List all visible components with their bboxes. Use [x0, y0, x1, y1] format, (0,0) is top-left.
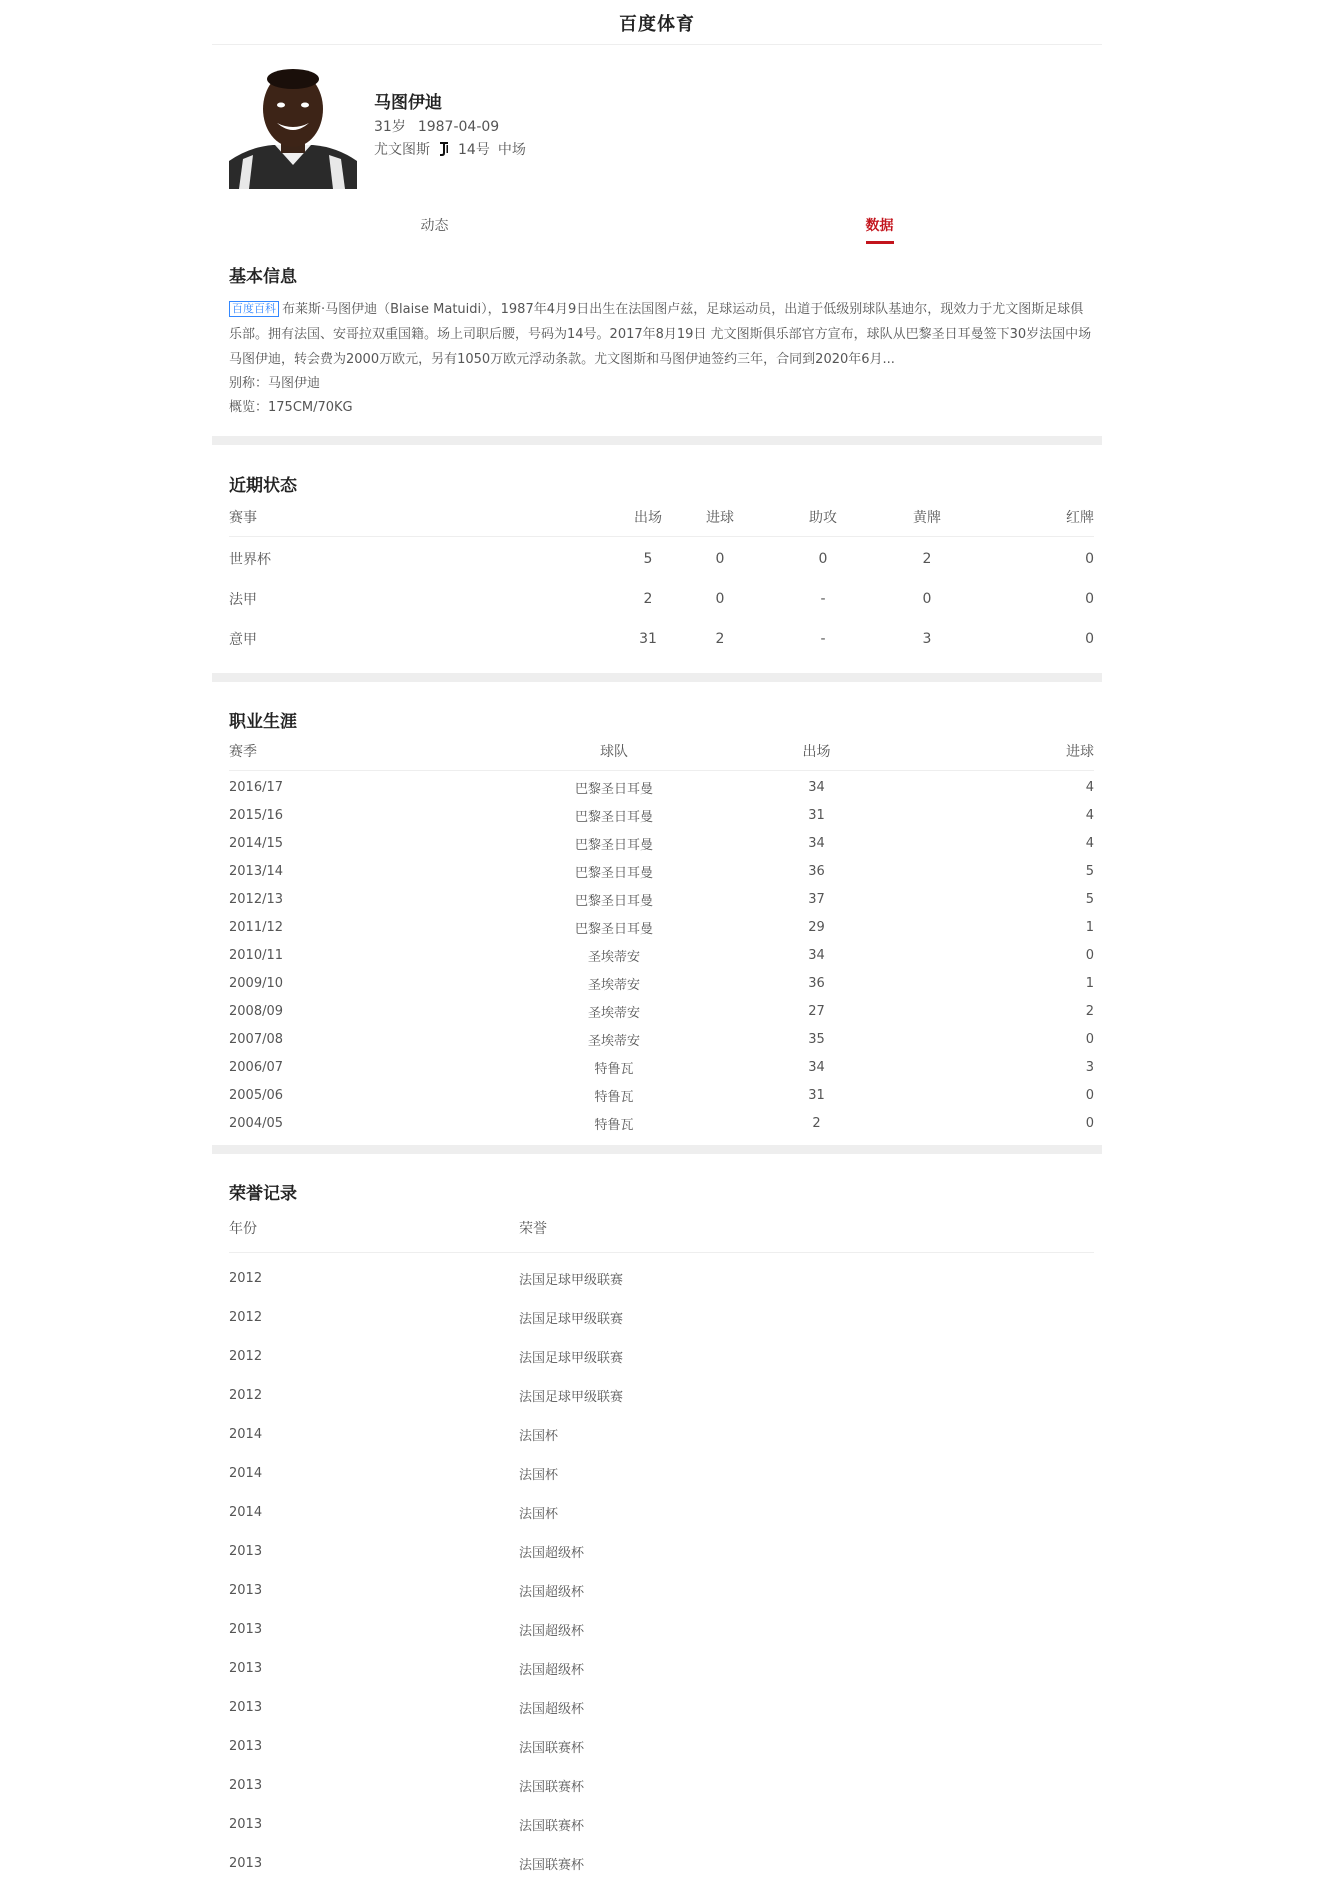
cell-honor: 法国足球甲级联赛 — [519, 1273, 624, 1288]
honors-title: 荣誉记录 — [229, 1184, 297, 1204]
cell-yellow: 0 — [922, 591, 932, 607]
honor-table-row[interactable] — [229, 1610, 1094, 1649]
career-table-row[interactable] — [229, 1025, 1094, 1053]
header-career-apps: 出场 — [802, 744, 831, 760]
cell-competition: 法甲 — [229, 592, 257, 608]
cell-season: 2015/16 — [229, 807, 284, 823]
cell-competition: 世界杯 — [229, 552, 271, 568]
cell-team: 圣埃蒂安 — [587, 1005, 640, 1021]
baike-badge[interactable]: 百度百科 — [229, 301, 279, 317]
cell-team: 圣埃蒂安 — [587, 949, 640, 965]
header-year: 年份 — [229, 1221, 257, 1237]
player-avatar — [229, 61, 357, 189]
cell-career-goals: 0 — [1085, 1115, 1094, 1131]
main-content — [212, 45, 1102, 1883]
cell-career-goals: 0 — [1085, 1087, 1094, 1103]
cell-goals: 0 — [715, 591, 725, 607]
section-divider — [212, 436, 1102, 445]
top-bar — [212, 0, 1102, 45]
tab-news-label: 动态 — [420, 218, 449, 234]
cell-red: 0 — [1085, 591, 1094, 607]
cell-career-goals: 4 — [1085, 807, 1094, 823]
cell-career-apps: 36 — [808, 975, 825, 991]
tab-data-label: 数据 — [866, 215, 894, 244]
section-divider — [212, 673, 1102, 682]
player-meta — [374, 116, 511, 136]
cell-year: 2013 — [229, 1661, 263, 1676]
career-section — [212, 682, 1102, 1145]
cell-honor: 法国超级杯 — [519, 1624, 585, 1639]
honors-table-body — [229, 1253, 1094, 1883]
honor-table-row[interactable] — [229, 1259, 1094, 1298]
honor-table-row[interactable] — [229, 1766, 1094, 1805]
cell-career-goals: 3 — [1085, 1059, 1094, 1075]
cell-year: 2012 — [229, 1271, 263, 1286]
honor-table-row[interactable] — [229, 1805, 1094, 1844]
cell-team: 圣埃蒂安 — [587, 977, 640, 993]
cell-career-goals: 0 — [1085, 1031, 1094, 1047]
cell-career-apps: 37 — [808, 891, 825, 907]
recent-table-row[interactable] — [229, 579, 1094, 619]
cell-career-apps: 35 — [808, 1031, 825, 1047]
player-profile — [212, 45, 1102, 205]
honor-table-row[interactable] — [229, 1688, 1094, 1727]
career-table-row[interactable] — [229, 969, 1094, 997]
honor-table-row[interactable] — [229, 1493, 1094, 1532]
career-title: 职业生涯 — [229, 712, 297, 732]
cell-career-goals: 5 — [1085, 891, 1094, 907]
honor-table-row[interactable] — [229, 1376, 1094, 1415]
cell-year: 2014 — [229, 1466, 263, 1481]
cell-season: 2006/07 — [229, 1059, 284, 1075]
player-number: 14号 — [458, 142, 490, 158]
career-table-row[interactable] — [229, 773, 1094, 801]
cell-honor: 法国超级杯 — [519, 1546, 585, 1561]
honors-section — [212, 1154, 1102, 1883]
career-table-row[interactable] — [229, 829, 1094, 857]
cell-team: 巴黎圣日耳曼 — [574, 837, 653, 853]
honor-table-row[interactable] — [229, 1298, 1094, 1337]
cell-honor: 法国杯 — [519, 1507, 559, 1522]
cell-career-goals: 1 — [1085, 975, 1094, 991]
tab-data[interactable] — [657, 205, 1102, 245]
cell-career-apps: 36 — [808, 863, 825, 879]
cell-career-apps: 34 — [808, 835, 825, 851]
recent-table-row[interactable] — [229, 619, 1094, 659]
cell-career-apps: 34 — [808, 947, 825, 963]
cell-year: 2013 — [229, 1622, 263, 1637]
cell-career-apps: 31 — [808, 807, 825, 823]
cell-honor: 法国联赛杯 — [519, 1780, 585, 1795]
player-birthdate: 1987-04-09 — [417, 119, 500, 135]
cell-year: 2013 — [229, 1817, 263, 1832]
player-age: 31岁 — [374, 119, 406, 135]
cell-career-apps: 31 — [808, 1087, 825, 1103]
header-goals: 进球 — [706, 510, 734, 526]
cell-team: 特鲁瓦 — [594, 1117, 634, 1133]
cell-team: 巴黎圣日耳曼 — [574, 865, 653, 881]
cell-apps: 5 — [643, 551, 653, 567]
cell-year: 2013 — [229, 1778, 263, 1793]
cell-season: 2013/14 — [229, 863, 284, 879]
honor-table-row[interactable] — [229, 1415, 1094, 1454]
cell-apps: 31 — [639, 631, 657, 647]
cell-honor: 法国联赛杯 — [519, 1741, 585, 1756]
site-title[interactable]: 百度体育 — [619, 14, 695, 35]
cell-year: 2013 — [229, 1700, 263, 1715]
header-yellow: 黄牌 — [913, 510, 941, 526]
cell-year: 2014 — [229, 1427, 263, 1442]
cell-honor: 法国足球甲级联赛 — [519, 1390, 624, 1405]
honor-table-row[interactable] — [229, 1532, 1094, 1571]
basic-info-description: 布莱斯·马图伊迪（Blaise Matuidi），1987年4月9日出生在法国图卢兹，足球运动员，出道于低级别球队基迪尔，现效力于尤文图斯足球俱乐部。拥有法国、安哥拉双重国籍。场上司职后腰，号码为14号。2017年8月19日 尤文图斯俱乐部官方宣布，球队从巴黎圣日耳曼签下30岁法国中场马图伊迪，转会费为2000万欧元，另有1050万欧元浮动条款。尤文图斯和马图伊迪签约三年，合同到2020年6月... — [229, 302, 1092, 367]
cell-goals: 0 — [715, 551, 725, 567]
cell-season: 2009/10 — [229, 975, 284, 991]
cell-team: 巴黎圣日耳曼 — [574, 893, 653, 909]
career-table-row[interactable] — [229, 885, 1094, 913]
career-table-row[interactable] — [229, 1053, 1094, 1081]
basic-info-section — [212, 245, 1102, 436]
cell-career-apps: 29 — [808, 919, 825, 935]
cell-year: 2013 — [229, 1856, 263, 1871]
cell-year: 2012 — [229, 1310, 263, 1325]
header-red: 红牌 — [1066, 510, 1094, 526]
honor-table-row[interactable] — [229, 1454, 1094, 1493]
cell-year: 2013 — [229, 1739, 263, 1754]
cell-team: 圣埃蒂安 — [587, 1033, 640, 1049]
recent-table-row[interactable] — [229, 539, 1094, 579]
player-name: 马图伊迪 — [374, 93, 442, 113]
cell-assists: - — [820, 631, 826, 647]
cell-team: 巴黎圣日耳曼 — [574, 781, 653, 797]
cell-season: 2010/11 — [229, 947, 284, 963]
header-assists: 助攻 — [809, 510, 837, 526]
cell-season: 2011/12 — [229, 919, 284, 935]
cell-assists: 0 — [818, 551, 828, 567]
cell-competition: 意甲 — [229, 632, 257, 648]
cell-season: 2004/05 — [229, 1115, 284, 1131]
cell-honor: 法国足球甲级联赛 — [519, 1312, 624, 1327]
cell-season: 2014/15 — [229, 835, 284, 851]
cell-honor: 法国超级杯 — [519, 1585, 585, 1600]
cell-team: 巴黎圣日耳曼 — [574, 809, 653, 825]
cell-apps: 2 — [643, 591, 653, 607]
cell-season: 2016/17 — [229, 779, 284, 795]
header-apps: 出场 — [634, 510, 662, 526]
cell-honor: 法国超级杯 — [519, 1702, 585, 1717]
recent-status-title: 近期状态 — [229, 476, 297, 496]
player-position: 中场 — [497, 142, 526, 158]
header-team: 球队 — [600, 744, 628, 760]
recent-status-section — [212, 445, 1102, 673]
career-table-row[interactable] — [229, 1109, 1094, 1137]
career-table-body — [229, 771, 1094, 1137]
cell-career-goals: 5 — [1085, 863, 1094, 879]
cell-honor: 法国足球甲级联赛 — [519, 1351, 624, 1366]
cell-honor: 法国超级杯 — [519, 1663, 585, 1678]
cell-season: 2012/13 — [229, 891, 284, 907]
section-divider — [212, 1145, 1102, 1154]
cell-year: 2013 — [229, 1583, 263, 1598]
cell-team: 巴黎圣日耳曼 — [574, 921, 653, 937]
cell-yellow: 2 — [922, 551, 932, 567]
cell-goals: 2 — [715, 631, 725, 647]
cell-red: 0 — [1085, 551, 1094, 567]
header-season: 赛季 — [229, 744, 257, 760]
tab-news[interactable] — [212, 205, 657, 245]
cell-career-goals: 4 — [1085, 835, 1094, 851]
cell-honor: 法国杯 — [519, 1468, 559, 1483]
cell-career-goals: 4 — [1085, 779, 1094, 795]
cell-yellow: 3 — [922, 631, 932, 647]
recent-table-body — [229, 537, 1094, 659]
basic-info-title: 基本信息 — [229, 267, 297, 287]
career-table-row[interactable] — [229, 857, 1094, 885]
cell-career-goals: 1 — [1085, 919, 1094, 935]
cell-team: 特鲁瓦 — [594, 1061, 634, 1077]
honor-table-row[interactable] — [229, 1649, 1094, 1688]
cell-career-apps: 2 — [812, 1115, 821, 1131]
cell-year: 2012 — [229, 1388, 263, 1403]
career-table-row[interactable] — [229, 913, 1094, 941]
honor-table-row[interactable] — [229, 1727, 1094, 1766]
player-club[interactable]: 尤文图斯 — [374, 142, 430, 158]
career-table-row[interactable] — [229, 801, 1094, 829]
player-overview: 概览：175CM/70KG — [229, 400, 353, 415]
career-table-row[interactable] — [229, 1081, 1094, 1109]
player-alias: 别称：马图伊迪 — [229, 376, 321, 391]
cell-year: 2012 — [229, 1349, 263, 1364]
career-table-header — [229, 732, 1094, 771]
player-club-info — [374, 139, 534, 159]
cell-honor: 法国杯 — [519, 1429, 559, 1444]
recent-table-header — [229, 498, 1094, 537]
juventus-logo-icon — [438, 141, 450, 157]
honors-table-header — [229, 1204, 1094, 1253]
honor-table-row[interactable] — [229, 1844, 1094, 1883]
cell-honor: 法国联赛杯 — [519, 1858, 585, 1873]
cell-career-apps: 27 — [808, 1003, 825, 1019]
header-competition: 赛事 — [229, 510, 257, 526]
player-photo-icon — [229, 61, 357, 189]
cell-assists: - — [820, 591, 826, 607]
basic-info-text — [229, 297, 1094, 372]
cell-season: 2008/09 — [229, 1003, 284, 1019]
cell-year: 2013 — [229, 1544, 263, 1559]
honor-table-row[interactable] — [229, 1337, 1094, 1376]
career-table-row[interactable] — [229, 941, 1094, 969]
cell-team: 特鲁瓦 — [594, 1089, 634, 1105]
career-table-row[interactable] — [229, 997, 1094, 1025]
cell-career-goals: 2 — [1085, 1003, 1094, 1019]
cell-year: 2014 — [229, 1505, 263, 1520]
cell-career-apps: 34 — [808, 1059, 825, 1075]
cell-season: 2005/06 — [229, 1087, 284, 1103]
cell-honor: 法国联赛杯 — [519, 1819, 585, 1834]
honor-table-row[interactable] — [229, 1571, 1094, 1610]
header-career-goals: 进球 — [1066, 744, 1094, 760]
cell-season: 2007/08 — [229, 1031, 284, 1047]
header-honor: 荣誉 — [519, 1221, 547, 1237]
tab-bar — [212, 205, 1102, 245]
cell-career-apps: 34 — [808, 779, 825, 795]
cell-red: 0 — [1085, 631, 1094, 647]
cell-career-goals: 0 — [1085, 947, 1094, 963]
